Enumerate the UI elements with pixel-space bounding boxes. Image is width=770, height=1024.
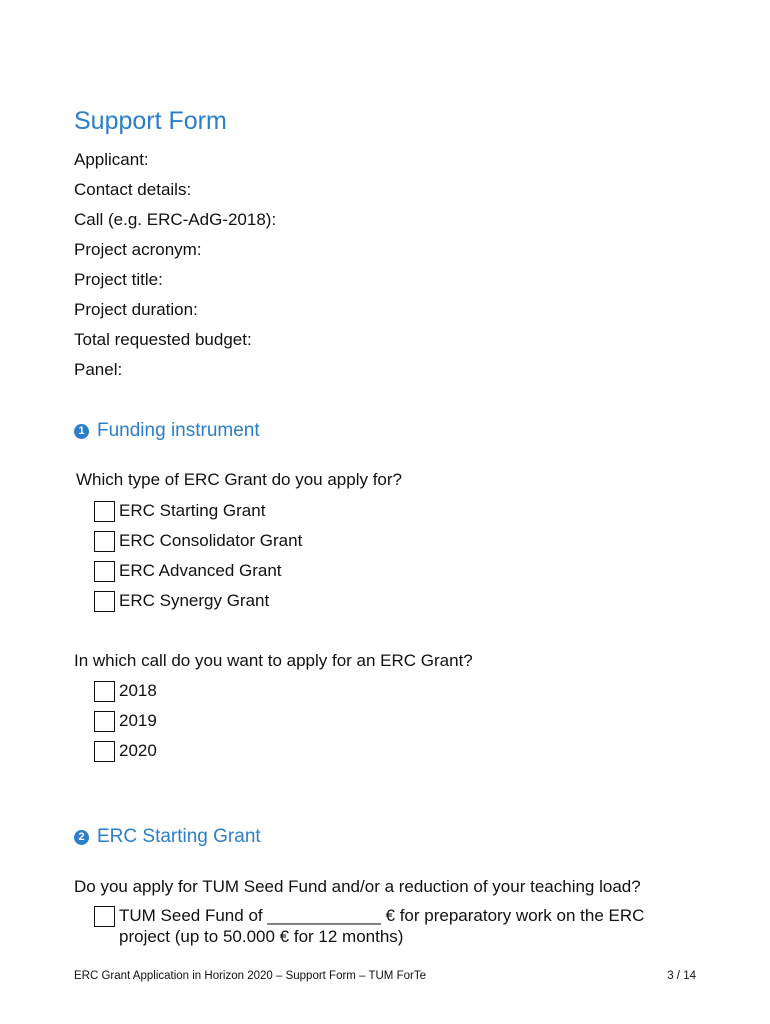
page-number: 3 / 14: [667, 970, 696, 982]
checkbox[interactable]: [94, 681, 115, 702]
option-erc-starting-grant[interactable]: [94, 496, 302, 526]
checkbox[interactable]: [94, 531, 115, 552]
option-year-2020[interactable]: [94, 736, 157, 766]
question-call-year: In which call do you want to apply for an ERC Grant?: [74, 651, 473, 670]
checkbox[interactable]: [94, 741, 115, 762]
option-year-2018[interactable]: [94, 676, 157, 706]
seed-fund-line-1: TUM Seed Fund of ____________ € for preparatory work on the ERC: [119, 906, 645, 925]
option-erc-consolidator-grant[interactable]: [94, 526, 302, 556]
section-heading-text: Funding instrument: [97, 420, 260, 441]
page-footer: [74, 970, 696, 982]
call-year-options: [94, 676, 157, 766]
option-label: 2019: [119, 711, 157, 730]
option-label: 2018: [119, 681, 157, 700]
info-field-panel: Panel:: [74, 360, 123, 379]
info-field-contact-details: Contact details:: [74, 180, 192, 199]
section-heading-funding-instrument: [74, 420, 260, 442]
page-title: Support Form: [74, 106, 227, 135]
section-number-badge: 1: [74, 424, 89, 439]
checkbox[interactable]: [94, 711, 115, 732]
footer-document-title: ERC Grant Application in Horizon 2020 – Support Form – TUM ForTe: [74, 970, 426, 982]
grant-type-options: [94, 496, 302, 616]
info-field-total-budget: Total requested budget:: [74, 330, 252, 349]
info-field-applicant: Applicant:: [74, 150, 149, 169]
question-grant-type: Which type of ERC Grant do you apply for?: [76, 470, 402, 489]
option-label: ERC Starting Grant: [119, 501, 266, 520]
info-field-project-acronym: Project acronym:: [74, 240, 202, 259]
option-erc-advanced-grant[interactable]: [94, 556, 302, 586]
option-label: 2020: [119, 741, 157, 760]
section-number-badge: 2: [74, 830, 89, 845]
checkbox[interactable]: [94, 591, 115, 612]
section-heading-text: ERC Starting Grant: [97, 826, 261, 847]
info-field-project-duration: Project duration:: [74, 300, 198, 319]
option-label: ERC Consolidator Grant: [119, 531, 303, 550]
info-field-call: Call (e.g. ERC-AdG-2018):: [74, 210, 277, 229]
option-label: [119, 905, 644, 947]
checkbox[interactable]: [94, 561, 115, 582]
seed-fund-line-2: project (up to 50.000 € for 12 months): [119, 927, 404, 946]
info-field-project-title: Project title:: [74, 270, 163, 289]
option-year-2019[interactable]: [94, 706, 157, 736]
checkbox[interactable]: [94, 906, 115, 927]
option-tum-seed-fund[interactable]: [94, 905, 694, 947]
checkbox[interactable]: [94, 501, 115, 522]
option-erc-synergy-grant[interactable]: [94, 586, 302, 616]
option-label: ERC Synergy Grant: [119, 591, 270, 610]
option-label: ERC Advanced Grant: [119, 561, 282, 580]
applicant-info-list: [74, 145, 276, 385]
question-seed-fund: Do you apply for TUM Seed Fund and/or a reduction of your teaching load?: [74, 877, 641, 896]
section-heading-erc-starting-grant: [74, 826, 261, 848]
